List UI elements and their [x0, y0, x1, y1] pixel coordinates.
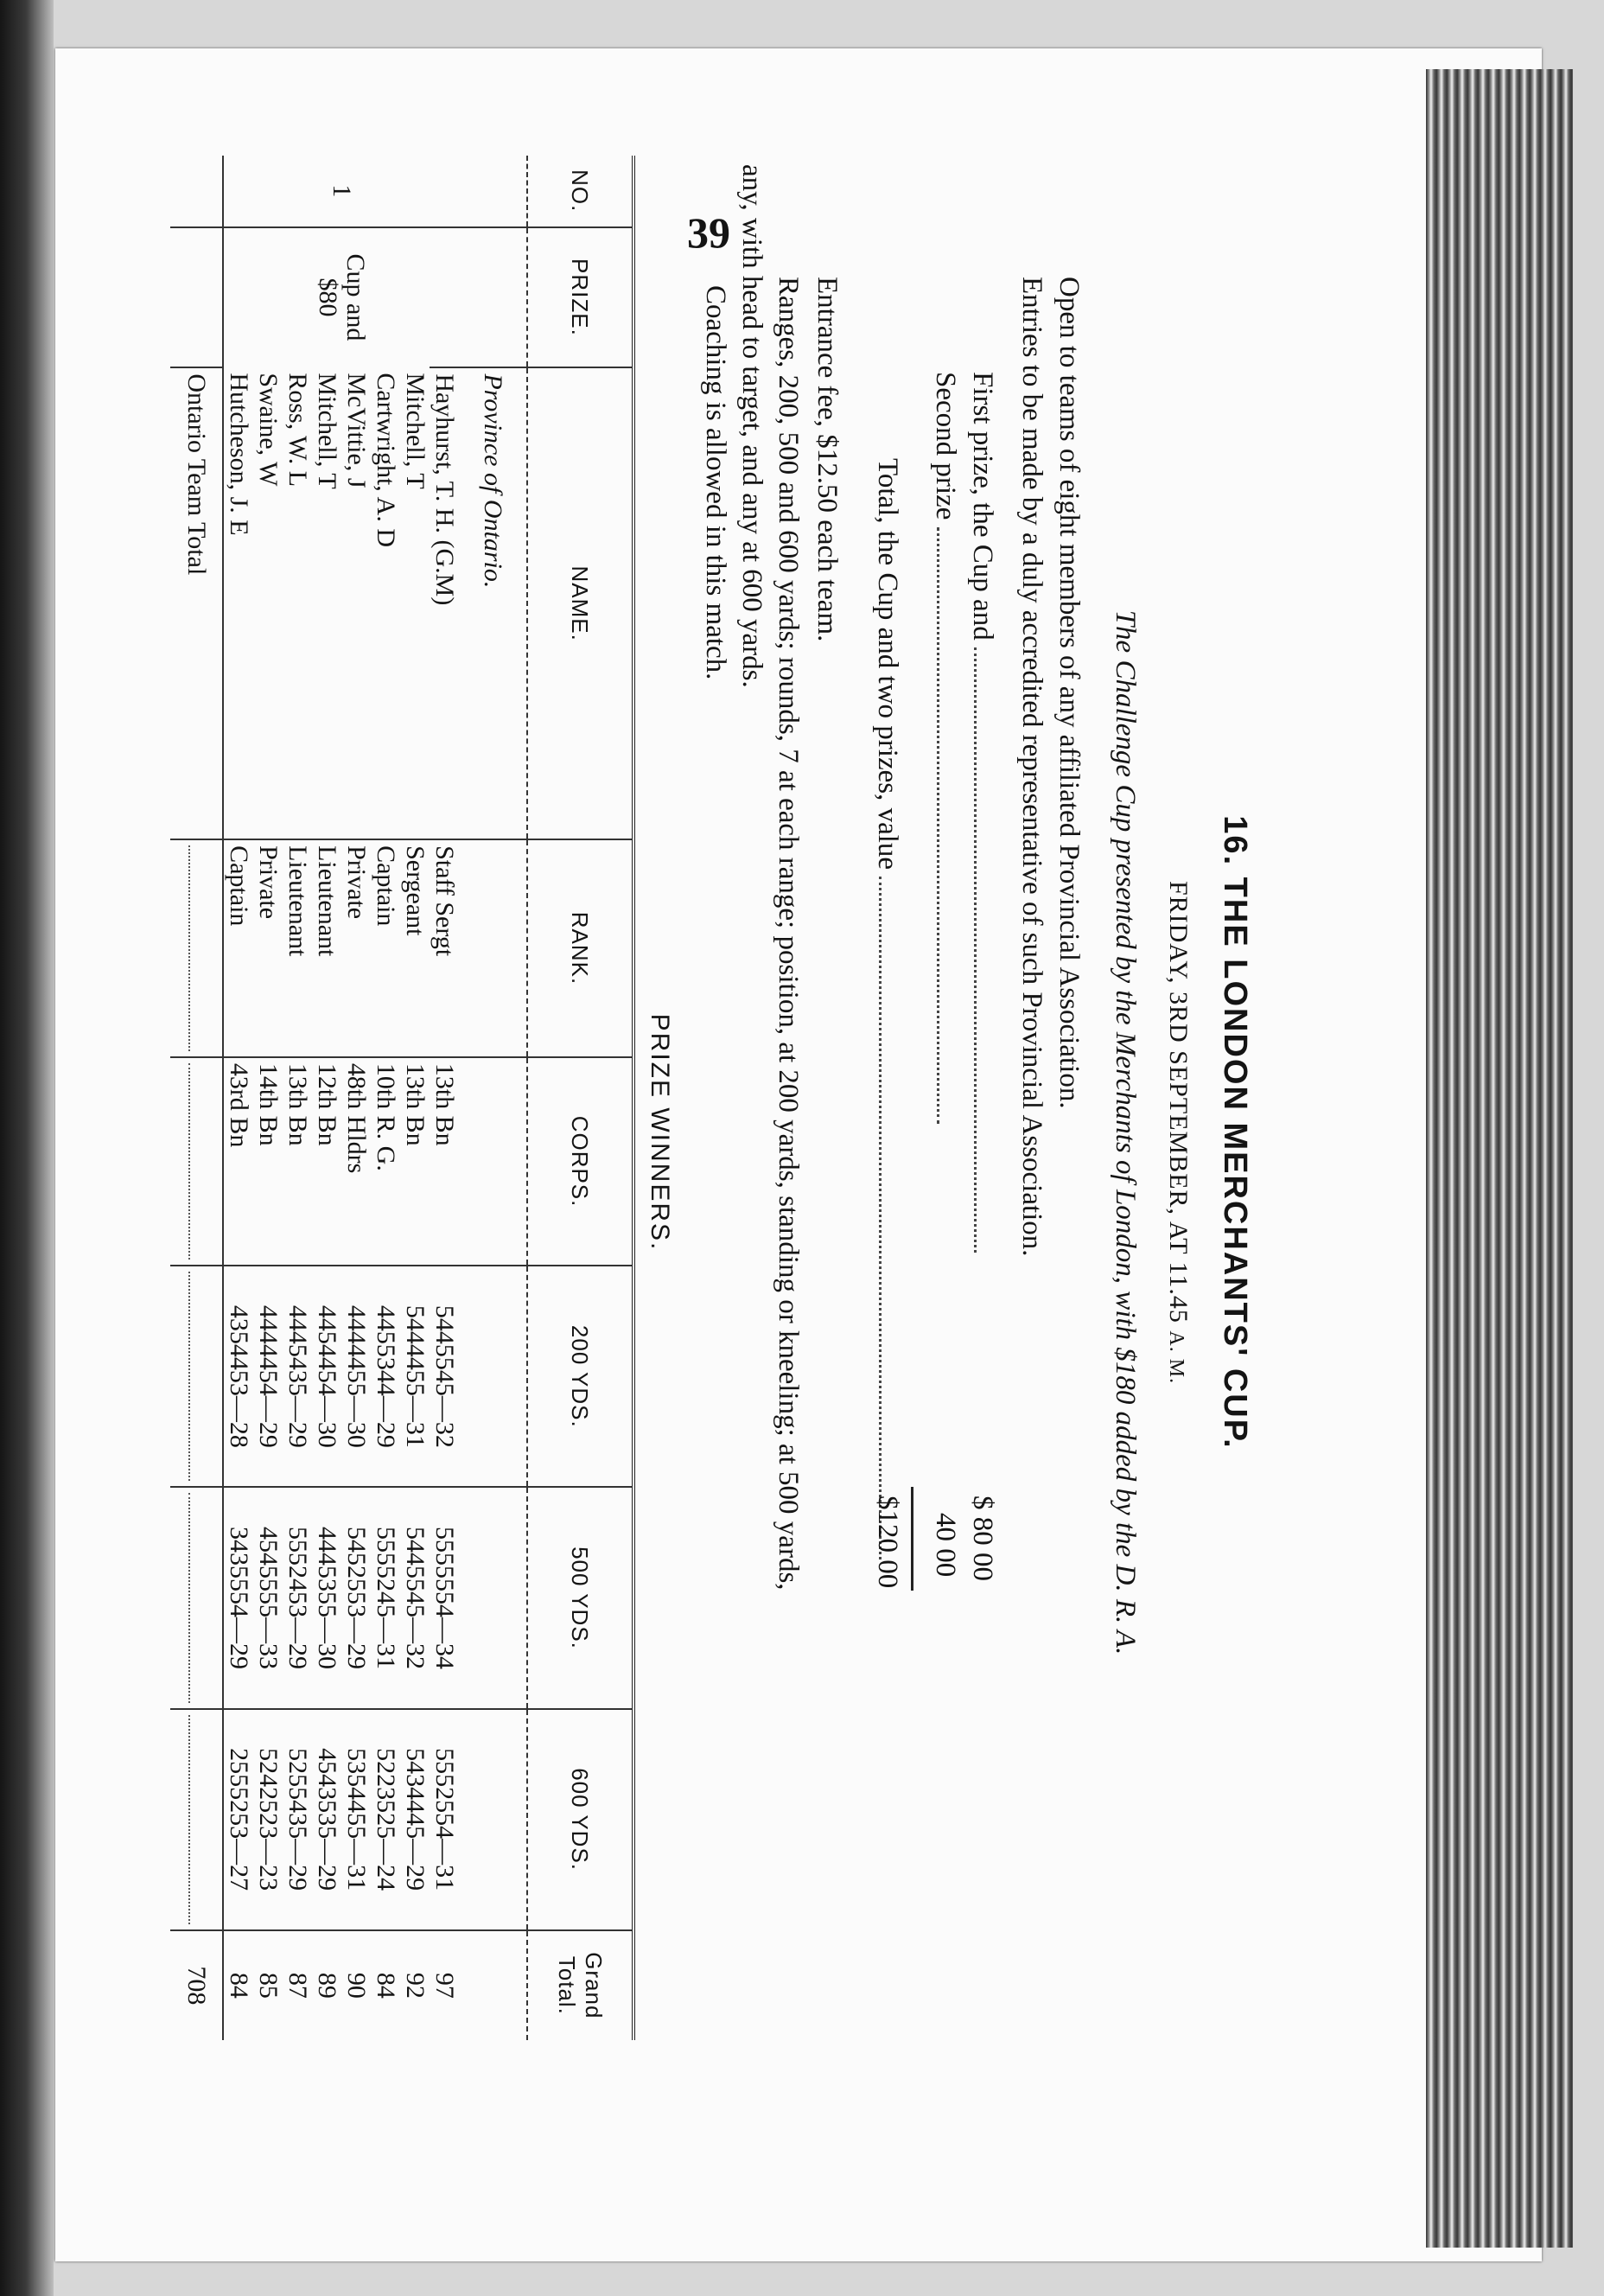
competitor-corps: 13th Bn — [400, 1057, 430, 1266]
prize-winners-caption: PRIZE WINNERS. — [646, 1013, 674, 1252]
header-rank: RANK. — [527, 839, 633, 1057]
grand-total: 89 — [312, 1930, 341, 2040]
score-200-yds: 4445435—29 — [283, 1266, 312, 1487]
score-600-yds: 5223525—24 — [371, 1709, 400, 1930]
competitor-name: Mitchell, T — [401, 373, 430, 489]
results-table — [170, 156, 635, 2040]
first-prize-value: $ 80 00 — [967, 1496, 998, 1581]
competitor-name: Cartwright, A. D — [372, 373, 400, 547]
empty-cell — [170, 1709, 223, 1930]
table-row — [283, 156, 312, 2040]
ranges-line-2: any, with head to target, and any at 600 yards. — [736, 164, 767, 688]
competitor-rank: Lieutenant — [312, 839, 341, 1057]
score-500-yds: 4545555—33 — [253, 1487, 283, 1708]
empty-cell — [170, 1487, 223, 1708]
competitor-rank: Private — [341, 839, 371, 1057]
empty-cell — [459, 839, 527, 1057]
dot-leader — [188, 845, 190, 1051]
page-number-area — [674, 207, 743, 258]
coaching-note: Coaching is allowed in this match. — [700, 285, 731, 680]
dot-leader — [188, 1272, 190, 1481]
score-600-yds: 5255435—29 — [283, 1709, 312, 1930]
header-name: NAME. — [527, 367, 633, 839]
empty-cell — [170, 227, 223, 368]
competitor-corps: 13th Bn — [283, 1057, 312, 1266]
empty-cell — [170, 156, 223, 227]
table-row — [223, 156, 253, 2040]
total-prizes-label: Total, the Cup and two prizes, value — [872, 458, 903, 871]
team-total-row — [170, 156, 223, 2040]
entrance-fee: Entrance fee, $12.50 each team. — [812, 277, 843, 642]
table-row — [253, 156, 283, 2040]
total-prizes-line — [871, 458, 903, 1559]
dot-leader — [188, 1493, 190, 1702]
challenge-cup-note: The Challenge Cup presented by the Merchants of London, with $180 added by the D. R. A. — [1110, 609, 1141, 1655]
score-200-yds: 4454454—30 — [312, 1266, 341, 1487]
empty-cell — [170, 1266, 223, 1487]
page-number: 39 — [687, 208, 730, 257]
table-row — [341, 156, 371, 2040]
empty-cell — [459, 1487, 527, 1708]
total-rule — [911, 1487, 913, 1591]
header-200-yds: 200 YDS. — [527, 1266, 633, 1487]
competitor-name: Hutcheson, J. E — [225, 373, 253, 536]
competitor-rank: Private — [253, 839, 283, 1057]
empty-cell — [459, 227, 527, 368]
province-row — [459, 156, 527, 2040]
score-200-yds: 4455344—29 — [371, 1266, 400, 1487]
first-prize-label: First prize, the Cup and — [967, 372, 998, 641]
empty-cell — [459, 1266, 527, 1487]
table-row — [430, 156, 459, 2040]
team-total-value: 708 — [170, 1930, 223, 2040]
score-200-yds: 5445545—32 — [430, 1266, 459, 1487]
header-no: NO. — [527, 156, 633, 227]
dot-leader — [879, 877, 882, 1559]
score-200-yds: 4444455—30 — [341, 1266, 371, 1487]
header-corps: CORPS. — [527, 1057, 633, 1266]
grand-total: 87 — [283, 1930, 312, 2040]
grand-total: 85 — [253, 1930, 283, 2040]
table-row — [371, 156, 400, 2040]
match-title: 16. THE LONDON MERCHANTS' CUP. — [1217, 815, 1253, 1450]
score-600-yds: 5434445—29 — [400, 1709, 430, 1930]
total-prizes-value: $120 00 — [872, 1496, 903, 1589]
team-prize: Cup and $80 — [223, 227, 459, 368]
match-date-text: FRIDAY, 3RD SEPTEMBER, AT 11.45 — [1164, 880, 1193, 1323]
competitor-name: Swaine, W — [254, 373, 283, 487]
dot-leader — [937, 527, 939, 1124]
score-500-yds: 5552453—29 — [283, 1487, 312, 1708]
grand-total: 84 — [223, 1930, 253, 2040]
dot-leader — [188, 1715, 190, 1924]
competitor-rank: Sergeant — [400, 839, 430, 1057]
empty-cell — [459, 1057, 527, 1266]
dot-leader — [974, 647, 977, 1253]
table-row — [400, 156, 430, 2040]
competitor-corps: 13th Bn — [430, 1057, 459, 1266]
header-500-yds: 500 YDS. — [527, 1487, 633, 1708]
second-prize-line — [929, 372, 961, 1124]
prize-winners-table — [30, 156, 635, 2040]
competitor-corps: 14th Bn — [253, 1057, 283, 1266]
grand-total: 84 — [371, 1930, 400, 2040]
header-prize: PRIZE. — [527, 227, 633, 368]
score-600-yds: 2555253—27 — [223, 1709, 253, 1930]
rotated-page-content — [9, 130, 1409, 2135]
score-500-yds: 5555245—31 — [371, 1487, 400, 1708]
score-600-yds: 5242523—23 — [253, 1709, 283, 1930]
score-500-yds: 4445355—30 — [312, 1487, 341, 1708]
competitor-corps: 12th Bn — [312, 1057, 341, 1266]
competitor-name: Mitchell, T — [313, 373, 341, 489]
eligibility-line-1: Open to teams of eight members of any affiliated Provincial Association. — [1053, 277, 1085, 1109]
score-200-yds: 4354453—28 — [223, 1266, 253, 1487]
eligibility-line-2: Entries to be made by a duly accredited representative of such Provincial Association. — [1016, 277, 1047, 1257]
ranges-line-1: Ranges, 200, 500 and 600 yards; rounds, 7 at each range; position, at 200 yards, standing or kneeling; at 500 yards, — [773, 277, 804, 1591]
score-500-yds: 5445545—32 — [400, 1487, 430, 1708]
team-number: 1 — [328, 184, 356, 198]
grand-total: 90 — [341, 1930, 371, 2040]
competitor-corps: 10th R. G. — [371, 1057, 400, 1266]
grand-total: 97 — [430, 1930, 459, 2040]
header-600-yds: 600 YDS. — [527, 1709, 633, 1930]
grand-total: 92 — [400, 1930, 430, 2040]
empty-cell — [459, 156, 527, 227]
empty-cell — [170, 839, 223, 1057]
competitor-corps: 43rd Bn — [223, 1057, 253, 1266]
competitor-rank: Lieutenant — [283, 839, 312, 1057]
empty-cell — [170, 1057, 223, 1266]
first-prize-line — [966, 372, 998, 1253]
competitor-rank: Staff Sergt — [430, 839, 459, 1057]
score-600-yds: 5354455—31 — [341, 1709, 371, 1930]
empty-cell — [459, 1930, 527, 2040]
score-500-yds: 5555554—34 — [430, 1487, 459, 1708]
competitor-name: McVittie, J — [342, 373, 371, 488]
competitor-rank: Captain — [371, 839, 400, 1057]
empty-cell — [459, 1709, 527, 1930]
competitor-name: Hayhurst, T. H. (G.M) — [430, 367, 459, 839]
table-row — [312, 156, 341, 2040]
competitor-name: Ross, W. L — [283, 373, 312, 488]
team-total-label: Ontario Team Total — [170, 367, 223, 839]
dot-leader — [188, 1063, 190, 1260]
province-heading: Province of Ontario. — [459, 367, 527, 839]
page-edges — [1426, 69, 1573, 2248]
competitor-corps: 48th Hldrs — [341, 1057, 371, 1266]
score-200-yds: 5444455—31 — [400, 1266, 430, 1487]
score-500-yds: 5452553—29 — [341, 1487, 371, 1708]
match-date — [1163, 130, 1193, 2135]
score-600-yds: 4543535—29 — [312, 1709, 341, 1930]
competitor-rank: Captain — [223, 839, 253, 1057]
header-grand-total: Grand Total. — [527, 1930, 633, 2040]
score-200-yds: 4444454—29 — [253, 1266, 283, 1487]
second-prize-value: 40 00 — [930, 1513, 961, 1578]
score-600-yds: 5552554—31 — [430, 1709, 459, 1930]
second-prize-label: Second prize — [930, 372, 961, 520]
table-header-row — [527, 156, 633, 2040]
match-date-ampm: A. M. — [1165, 1330, 1187, 1385]
score-500-yds: 3435554—29 — [223, 1487, 253, 1708]
